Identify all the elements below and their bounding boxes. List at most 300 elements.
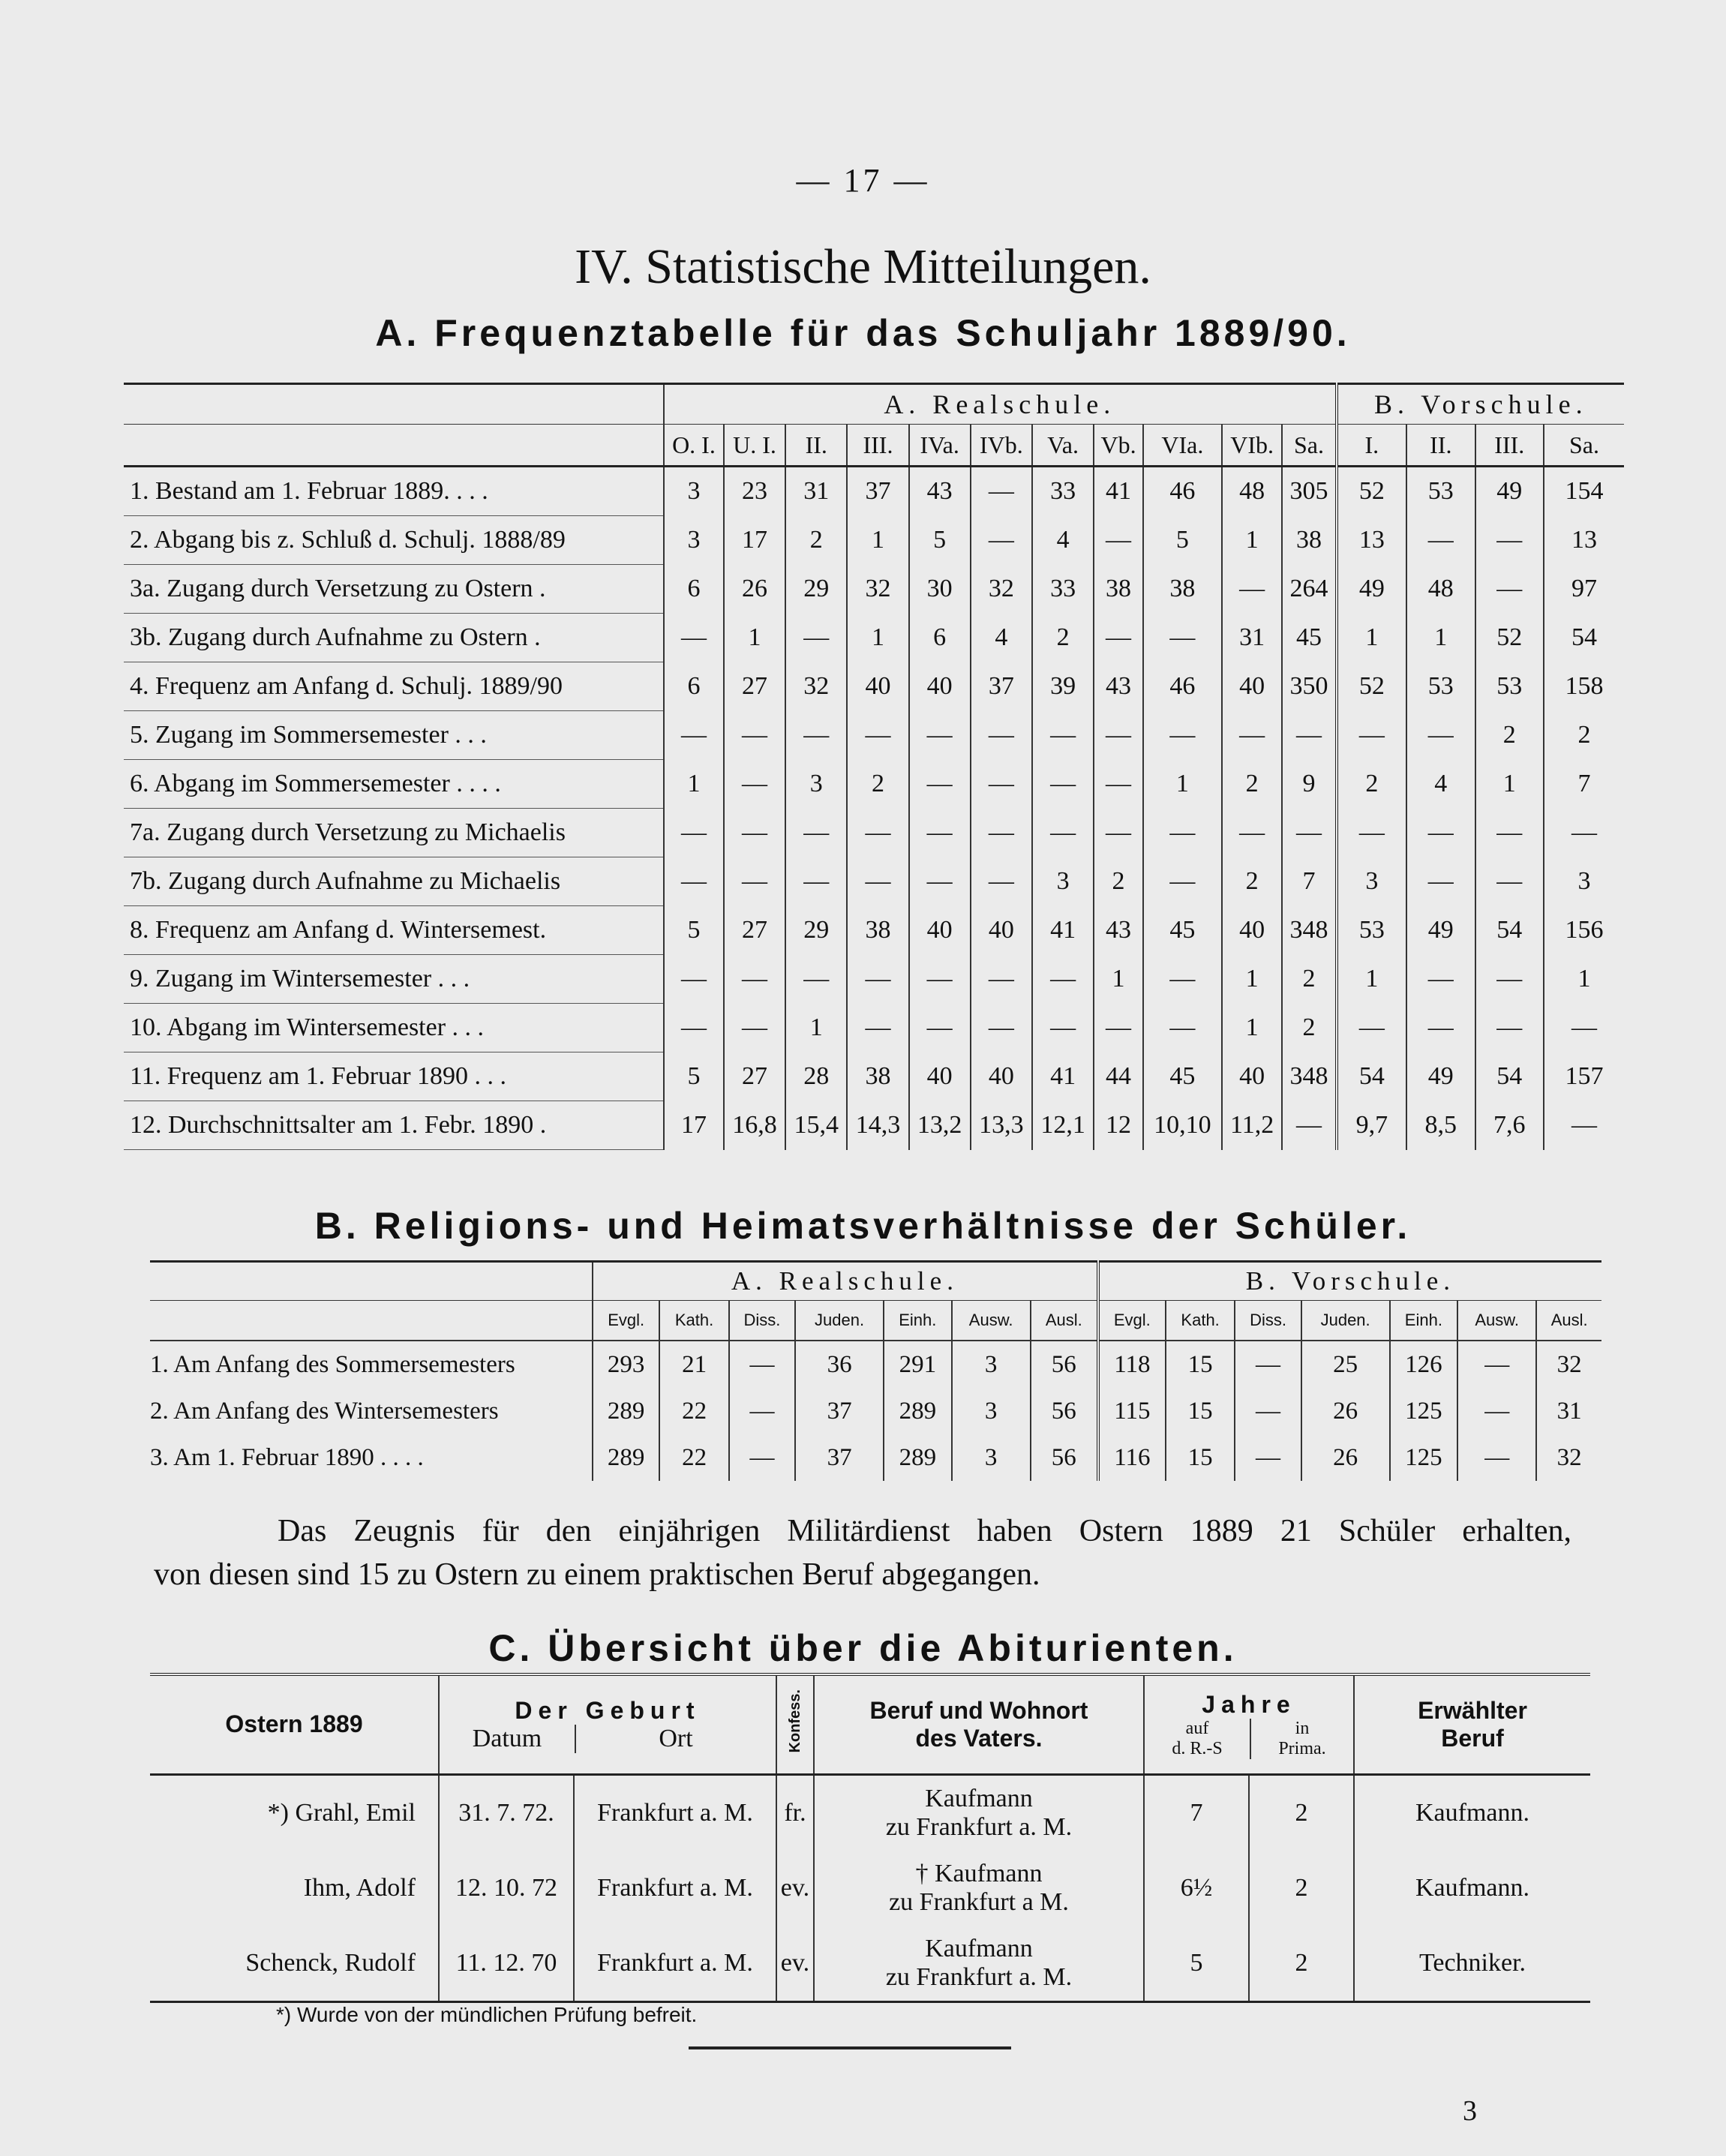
table-cell: 32 bbox=[785, 662, 847, 711]
table-cell: 1 bbox=[1143, 760, 1222, 809]
page-title: IV. Statistische Mitteilungen. bbox=[575, 239, 1151, 294]
birth-place: Frankfurt a. M. bbox=[574, 1775, 776, 1851]
table-cell: — bbox=[664, 857, 724, 906]
table-cell: 41 bbox=[1094, 467, 1143, 516]
chosen-profession: Techniker. bbox=[1354, 1926, 1590, 2002]
page-number: — 17 — bbox=[796, 162, 930, 199]
table-cell: 30 bbox=[909, 565, 971, 614]
table-cell: — bbox=[785, 614, 847, 662]
col-header: in bbox=[1295, 1718, 1310, 1738]
table-cell: 3 bbox=[785, 760, 847, 809]
table-cell: 49 bbox=[1406, 906, 1475, 955]
table-cell: — bbox=[1032, 711, 1094, 760]
col-header: Jahre bbox=[1202, 1690, 1296, 1718]
table-cell: — bbox=[1032, 760, 1094, 809]
col-header: VIa. bbox=[1143, 425, 1222, 467]
table-cell: 2 bbox=[1337, 760, 1407, 809]
table-cell: 49 bbox=[1475, 467, 1544, 516]
col-header: Ausl. bbox=[1031, 1301, 1098, 1341]
table-cell: 31 bbox=[1222, 614, 1283, 662]
table-cell: — bbox=[847, 711, 908, 760]
table-cell: 12,1 bbox=[1032, 1101, 1094, 1150]
table-cell: 5 bbox=[664, 906, 724, 955]
table-cell: 37 bbox=[795, 1434, 884, 1481]
table-cell: 289 bbox=[884, 1388, 951, 1434]
table-cell: 52 bbox=[1337, 662, 1407, 711]
col-header: Ausl. bbox=[1536, 1301, 1601, 1341]
table-cell: 38 bbox=[847, 906, 908, 955]
table-cell: 48 bbox=[1406, 565, 1475, 614]
table-cell: — bbox=[1475, 1004, 1544, 1052]
col-header: Evgl. bbox=[1098, 1301, 1166, 1341]
father-occupation-line: Kaufmann bbox=[925, 1935, 1033, 1962]
table-cell: 45 bbox=[1143, 906, 1222, 955]
table-cell: 7,6 bbox=[1475, 1101, 1544, 1150]
table-row bbox=[124, 1004, 1624, 1052]
table-cell: 13,3 bbox=[971, 1101, 1032, 1150]
table-cell: — bbox=[664, 711, 724, 760]
table-cell: 15,4 bbox=[785, 1101, 847, 1150]
chosen-profession: Kaufmann. bbox=[1354, 1851, 1590, 1926]
table-cell: — bbox=[1094, 516, 1143, 565]
table-cell: 1 bbox=[1222, 955, 1283, 1004]
table-cell: — bbox=[1235, 1341, 1301, 1388]
table-cell: — bbox=[785, 857, 847, 906]
row-label: 5. Zugang im Sommersemester . . . bbox=[124, 711, 664, 760]
table-row bbox=[150, 1434, 1601, 1481]
table-cell: 1 bbox=[847, 516, 908, 565]
table-cell: 2 bbox=[1544, 711, 1624, 760]
paragraph-line: von diesen sind 15 zu Ostern zu einem praktischen Beruf abgegangen. bbox=[154, 1557, 1040, 1592]
table-cell: 27 bbox=[724, 662, 785, 711]
father-occupation-line: zu Frankfurt a. M. bbox=[885, 1813, 1073, 1841]
table-cell: — bbox=[971, 760, 1032, 809]
table-cell: — bbox=[1143, 1004, 1222, 1052]
table-row bbox=[124, 614, 1624, 662]
table-cell: 1 bbox=[1544, 955, 1624, 1004]
section-c-heading: C. Übersicht über die Abiturienten. bbox=[488, 1627, 1238, 1669]
row-label: 2. Abgang bis z. Schluß d. Schulj. 1888/89 bbox=[124, 516, 664, 565]
table-cell: — bbox=[1032, 955, 1094, 1004]
col-header: Konfess. bbox=[786, 1689, 803, 1753]
table-cell: 1 bbox=[847, 614, 908, 662]
table-cell: 3 bbox=[1337, 857, 1407, 906]
table-cell: — bbox=[664, 955, 724, 1004]
col-header: Beruf bbox=[1441, 1725, 1504, 1752]
row-label: 7b. Zugang durch Aufnahme zu Michaelis bbox=[124, 857, 664, 906]
row-label: 3b. Zugang durch Aufnahme zu Ostern . bbox=[124, 614, 664, 662]
table-cell: — bbox=[785, 711, 847, 760]
table-cell: — bbox=[1143, 614, 1222, 662]
col-header: Kath. bbox=[659, 1301, 729, 1341]
table-cell: 40 bbox=[909, 906, 971, 955]
table-cell: 118 bbox=[1098, 1341, 1166, 1388]
table-cell: — bbox=[664, 614, 724, 662]
table-cell: — bbox=[724, 809, 785, 857]
father-occupation bbox=[814, 1775, 1144, 1851]
col-header: Va. bbox=[1032, 425, 1094, 467]
table-cell: — bbox=[971, 711, 1032, 760]
table-cell: 2 bbox=[847, 760, 908, 809]
paragraph-line: Das Zeugnis für den einjährigen Militärdienst haben Ostern 1889 21 Schüler erhalten, bbox=[278, 1514, 1571, 1548]
table-cell: — bbox=[909, 1004, 971, 1052]
birth-place: Frankfurt a. M. bbox=[574, 1926, 776, 2002]
table-cell: 54 bbox=[1337, 1052, 1407, 1101]
birth-date: 11. 12. 70 bbox=[439, 1926, 574, 2002]
table-cell: 116 bbox=[1098, 1434, 1166, 1481]
section-b-heading: B. Religions- und Heimatsverhältnisse der Schüler. bbox=[314, 1205, 1412, 1247]
table-cell: 38 bbox=[1282, 516, 1336, 565]
table-cell: — bbox=[1475, 516, 1544, 565]
group-realschule: A. Realschule. bbox=[664, 384, 1337, 425]
table-cell: 27 bbox=[724, 906, 785, 955]
table-cell: 52 bbox=[1475, 614, 1544, 662]
table-cell: — bbox=[1094, 614, 1143, 662]
table-cell: 1 bbox=[1222, 1004, 1283, 1052]
table-cell: 3 bbox=[952, 1434, 1031, 1481]
table-cell: 38 bbox=[1094, 565, 1143, 614]
years-prima: 2 bbox=[1249, 1851, 1354, 1926]
table-cell: — bbox=[785, 955, 847, 1004]
table-cell: 2 bbox=[1282, 1004, 1336, 1052]
table-row bbox=[124, 1052, 1624, 1101]
table-cell: 348 bbox=[1282, 1052, 1336, 1101]
student-name: *) Grahl, Emil bbox=[267, 1799, 416, 1827]
row-label: 8. Frequenz am Anfang d. Wintersemest. bbox=[124, 906, 664, 955]
table-cell: 33 bbox=[1032, 565, 1094, 614]
table-cell: 6 bbox=[664, 662, 724, 711]
table-cell: — bbox=[1337, 1004, 1407, 1052]
table-cell: — bbox=[1406, 857, 1475, 906]
table-cell: — bbox=[1143, 857, 1222, 906]
row-label: 3. Am 1. Februar 1890 . . . . bbox=[150, 1443, 424, 1471]
col-header: IVb. bbox=[971, 425, 1032, 467]
table-cell: 48 bbox=[1222, 467, 1283, 516]
table-cell: 17 bbox=[724, 516, 785, 565]
table-cell: 29 bbox=[785, 565, 847, 614]
table-cell: — bbox=[729, 1341, 795, 1388]
table-cell: 13 bbox=[1544, 516, 1624, 565]
table-cell: 49 bbox=[1337, 565, 1407, 614]
table-cell: — bbox=[664, 809, 724, 857]
table-cell: — bbox=[1282, 809, 1336, 857]
father-occupation-line: zu Frankfurt a. M. bbox=[885, 1963, 1073, 1991]
table-cell: 2 bbox=[1222, 857, 1283, 906]
table-cell: 37 bbox=[795, 1388, 884, 1434]
birth-place: Frankfurt a. M. bbox=[574, 1851, 776, 1926]
table-cell: 1 bbox=[1406, 614, 1475, 662]
years-prima: 2 bbox=[1249, 1926, 1354, 2002]
table-cell: — bbox=[1222, 711, 1283, 760]
table-cell: 5 bbox=[664, 1052, 724, 1101]
row-label: 1. Bestand am 1. Februar 1889. . . . bbox=[124, 467, 664, 516]
table-cell: — bbox=[1032, 1004, 1094, 1052]
col-header: Ausw. bbox=[1457, 1301, 1536, 1341]
table-cell: — bbox=[847, 1004, 908, 1052]
abiturienten-table bbox=[150, 1673, 1590, 2003]
table-cell: 3 bbox=[664, 516, 724, 565]
table-cell: — bbox=[1475, 955, 1544, 1004]
table-cell: 44 bbox=[1094, 1052, 1143, 1101]
table-cell: 5 bbox=[909, 516, 971, 565]
table-cell: 53 bbox=[1337, 906, 1407, 955]
table-row bbox=[150, 1775, 1590, 1851]
table-cell: 27 bbox=[724, 1052, 785, 1101]
table-cell: — bbox=[724, 955, 785, 1004]
table-cell: — bbox=[1282, 711, 1336, 760]
table-cell: 40 bbox=[909, 1052, 971, 1101]
confession: ev. bbox=[776, 1926, 814, 2002]
table-cell: 2 bbox=[785, 516, 847, 565]
table-cell: 15 bbox=[1166, 1388, 1235, 1434]
col-header: Vb. bbox=[1094, 425, 1143, 467]
table-cell: 23 bbox=[724, 467, 785, 516]
table-cell: 156 bbox=[1544, 906, 1624, 955]
table-row bbox=[124, 516, 1624, 565]
col-header: VIb. bbox=[1222, 425, 1283, 467]
table-cell: 3 bbox=[664, 467, 724, 516]
table-cell: 2 bbox=[1094, 857, 1143, 906]
table-cell: 38 bbox=[1143, 565, 1222, 614]
father-occupation-line: zu Frankfurt a M. bbox=[889, 1888, 1069, 1916]
table-cell: 13,2 bbox=[909, 1101, 971, 1150]
table-cell: 37 bbox=[847, 467, 908, 516]
table-cell: 40 bbox=[1222, 906, 1283, 955]
table-cell: — bbox=[1235, 1388, 1301, 1434]
table-cell: 14,3 bbox=[847, 1101, 908, 1150]
table-cell: 115 bbox=[1098, 1388, 1166, 1434]
father-occupation-line: † Kaufmann bbox=[915, 1860, 1043, 1887]
table-cell: — bbox=[971, 467, 1032, 516]
table-cell: 125 bbox=[1390, 1388, 1457, 1434]
table-row bbox=[124, 857, 1624, 906]
table-cell: 157 bbox=[1544, 1052, 1624, 1101]
table-cell: — bbox=[1032, 809, 1094, 857]
table-cell: 4 bbox=[971, 614, 1032, 662]
table-cell: 22 bbox=[659, 1434, 729, 1481]
row-label: 2. Am Anfang des Wintersemesters bbox=[150, 1397, 499, 1425]
col-header: IVa. bbox=[909, 425, 971, 467]
table-cell: 32 bbox=[1536, 1434, 1601, 1481]
table-row bbox=[150, 1851, 1590, 1926]
table-cell: 25 bbox=[1301, 1341, 1390, 1388]
table-cell: 289 bbox=[593, 1388, 659, 1434]
table-cell: — bbox=[971, 1004, 1032, 1052]
col-header: Evgl. bbox=[593, 1301, 659, 1341]
table-cell: 56 bbox=[1031, 1341, 1098, 1388]
table-cell: 2 bbox=[1032, 614, 1094, 662]
table-cell: 43 bbox=[1094, 906, 1143, 955]
frequency-table bbox=[124, 383, 1624, 1150]
col-header: I. bbox=[1337, 425, 1407, 467]
table-cell: 289 bbox=[884, 1434, 951, 1481]
table-cell: — bbox=[724, 760, 785, 809]
table-cell: — bbox=[724, 711, 785, 760]
col-header: Einh. bbox=[1390, 1301, 1457, 1341]
table-cell: 32 bbox=[847, 565, 908, 614]
table-cell: 6 bbox=[909, 614, 971, 662]
table-cell: 3 bbox=[1032, 857, 1094, 906]
table-cell: 17 bbox=[664, 1101, 724, 1150]
table-cell: 8,5 bbox=[1406, 1101, 1475, 1150]
table-row bbox=[124, 565, 1624, 614]
table-cell: 2 bbox=[1222, 760, 1283, 809]
chosen-profession: Kaufmann. bbox=[1354, 1775, 1590, 1851]
row-label: 1. Am Anfang des Sommersemesters bbox=[150, 1350, 515, 1378]
table-cell: 26 bbox=[1301, 1434, 1390, 1481]
table-cell: 54 bbox=[1475, 906, 1544, 955]
table-cell: — bbox=[1475, 857, 1544, 906]
student-name: Ihm, Adolf bbox=[303, 1874, 416, 1902]
table-cell: — bbox=[1143, 955, 1222, 1004]
table-cell: 6 bbox=[664, 565, 724, 614]
table-cell: 49 bbox=[1406, 1052, 1475, 1101]
col-header: Einh. bbox=[884, 1301, 951, 1341]
table-row bbox=[124, 760, 1624, 809]
table-cell: 348 bbox=[1282, 906, 1336, 955]
col-header: Kath. bbox=[1166, 1301, 1235, 1341]
section-a-heading: A. Frequenztabelle für das Schuljahr 1889/90. bbox=[375, 312, 1351, 354]
table-cell: 293 bbox=[593, 1341, 659, 1388]
student-name: Schenck, Rudolf bbox=[150, 1926, 439, 2002]
table-cell: — bbox=[1094, 1004, 1143, 1052]
table-cell: 3 bbox=[952, 1341, 1031, 1388]
col-header: Ausw. bbox=[952, 1301, 1031, 1341]
table-cell: 289 bbox=[593, 1434, 659, 1481]
row-label: 10. Abgang im Wintersemester . . . bbox=[124, 1004, 664, 1052]
table-cell: — bbox=[1475, 809, 1544, 857]
table-cell: 53 bbox=[1406, 467, 1475, 516]
row-label: 11. Frequenz am 1. Februar 1890 . . . bbox=[124, 1052, 664, 1101]
table-cell: 41 bbox=[1032, 1052, 1094, 1101]
group-realschule: A. Realschule. bbox=[593, 1262, 1098, 1301]
table-cell: 32 bbox=[1536, 1341, 1601, 1388]
birth-date: 12. 10. 72 bbox=[439, 1851, 574, 1926]
table-cell: — bbox=[909, 809, 971, 857]
table-cell: 43 bbox=[1094, 662, 1143, 711]
table-cell: 40 bbox=[1222, 1052, 1283, 1101]
col-header: Juden. bbox=[795, 1301, 884, 1341]
birth-date: 31. 7. 72. bbox=[439, 1775, 574, 1851]
col-header: Der Geburt bbox=[515, 1696, 701, 1724]
table-cell: 1 bbox=[785, 1004, 847, 1052]
table-cell: 40 bbox=[1222, 662, 1283, 711]
row-label: 3a. Zugang durch Versetzung zu Ostern . bbox=[124, 565, 664, 614]
table-cell: 9,7 bbox=[1337, 1101, 1407, 1150]
table-row bbox=[124, 955, 1624, 1004]
table-cell: — bbox=[1337, 711, 1407, 760]
row-label: 9. Zugang im Wintersemester . . . bbox=[124, 955, 664, 1004]
col-header: Sa. bbox=[1544, 425, 1624, 467]
table-cell: — bbox=[847, 857, 908, 906]
table-cell: — bbox=[1235, 1434, 1301, 1481]
table-cell: 7 bbox=[1282, 857, 1336, 906]
table-cell: 1 bbox=[664, 760, 724, 809]
table-cell: 54 bbox=[1544, 614, 1624, 662]
table-cell: — bbox=[909, 857, 971, 906]
col-header: Erwählter bbox=[1418, 1697, 1527, 1724]
table-cell: — bbox=[1475, 565, 1544, 614]
table-cell: 38 bbox=[847, 1052, 908, 1101]
col-header: III. bbox=[847, 425, 908, 467]
table-cell: — bbox=[1457, 1341, 1536, 1388]
table-cell: 5 bbox=[1143, 516, 1222, 565]
col-header: Sa. bbox=[1282, 425, 1336, 467]
table-cell: — bbox=[729, 1434, 795, 1481]
table-row bbox=[150, 1388, 1601, 1434]
table-cell: 26 bbox=[1301, 1388, 1390, 1434]
table-cell: 46 bbox=[1143, 467, 1222, 516]
table-cell: 15 bbox=[1166, 1434, 1235, 1481]
table-cell: 12 bbox=[1094, 1101, 1143, 1150]
col-header: III. bbox=[1475, 425, 1544, 467]
table-cell: 1 bbox=[1222, 516, 1283, 565]
col-header: II. bbox=[785, 425, 847, 467]
table-cell: — bbox=[1143, 809, 1222, 857]
table-cell: 41 bbox=[1032, 906, 1094, 955]
table-cell: 3 bbox=[1544, 857, 1624, 906]
table-row bbox=[124, 809, 1624, 857]
table-cell: — bbox=[1406, 516, 1475, 565]
table-cell: 1 bbox=[1337, 614, 1407, 662]
row-label: 7a. Zugang durch Versetzung zu Michaelis bbox=[124, 809, 664, 857]
table-cell: 37 bbox=[971, 662, 1032, 711]
footnote: *) Wurde von der mündlichen Prüfung befreit. bbox=[276, 2003, 698, 2026]
table-cell: — bbox=[1457, 1434, 1536, 1481]
table-cell: — bbox=[724, 857, 785, 906]
col-header: d. R.-S bbox=[1172, 1738, 1223, 1758]
table-cell: — bbox=[847, 955, 908, 1004]
table-cell: 33 bbox=[1032, 467, 1094, 516]
table-cell: 31 bbox=[1536, 1388, 1601, 1434]
footnote-rule bbox=[689, 2046, 1011, 2049]
group-vorschule: B. Vorschule. bbox=[1337, 384, 1624, 425]
table-cell: — bbox=[909, 955, 971, 1004]
table-row bbox=[124, 906, 1624, 955]
table-cell: 45 bbox=[1143, 1052, 1222, 1101]
col-header: Diss. bbox=[1235, 1301, 1301, 1341]
table-cell: 10,10 bbox=[1143, 1101, 1222, 1150]
table-cell: — bbox=[1143, 711, 1222, 760]
years-realschule: 6½ bbox=[1144, 1851, 1249, 1926]
years-prima: 2 bbox=[1249, 1775, 1354, 1851]
table-cell: 29 bbox=[785, 906, 847, 955]
table-cell: — bbox=[1282, 1101, 1336, 1150]
col-header: Ort bbox=[575, 1725, 776, 1753]
table-cell: 3 bbox=[952, 1388, 1031, 1434]
col-header: Juden. bbox=[1301, 1301, 1390, 1341]
col-header: Diss. bbox=[729, 1301, 795, 1341]
col-header: O. I. bbox=[664, 425, 724, 467]
table-cell: — bbox=[724, 1004, 785, 1052]
confession: ev. bbox=[776, 1851, 814, 1926]
table-cell: 2 bbox=[1475, 711, 1544, 760]
table-cell: 305 bbox=[1282, 467, 1336, 516]
table-cell: 53 bbox=[1406, 662, 1475, 711]
table-cell: 291 bbox=[884, 1341, 951, 1388]
table-cell: 46 bbox=[1143, 662, 1222, 711]
table-cell: 40 bbox=[909, 662, 971, 711]
row-label: 6. Abgang im Sommersemester . . . . bbox=[124, 760, 664, 809]
table-cell: 97 bbox=[1544, 565, 1624, 614]
years-realschule: 7 bbox=[1144, 1775, 1249, 1851]
father-occupation-line: Kaufmann bbox=[925, 1785, 1033, 1812]
table-cell: 126 bbox=[1390, 1341, 1457, 1388]
table-cell: 1 bbox=[724, 614, 785, 662]
table-cell: 56 bbox=[1031, 1434, 1098, 1481]
table-cell: — bbox=[1094, 711, 1143, 760]
table-cell: 21 bbox=[659, 1341, 729, 1388]
